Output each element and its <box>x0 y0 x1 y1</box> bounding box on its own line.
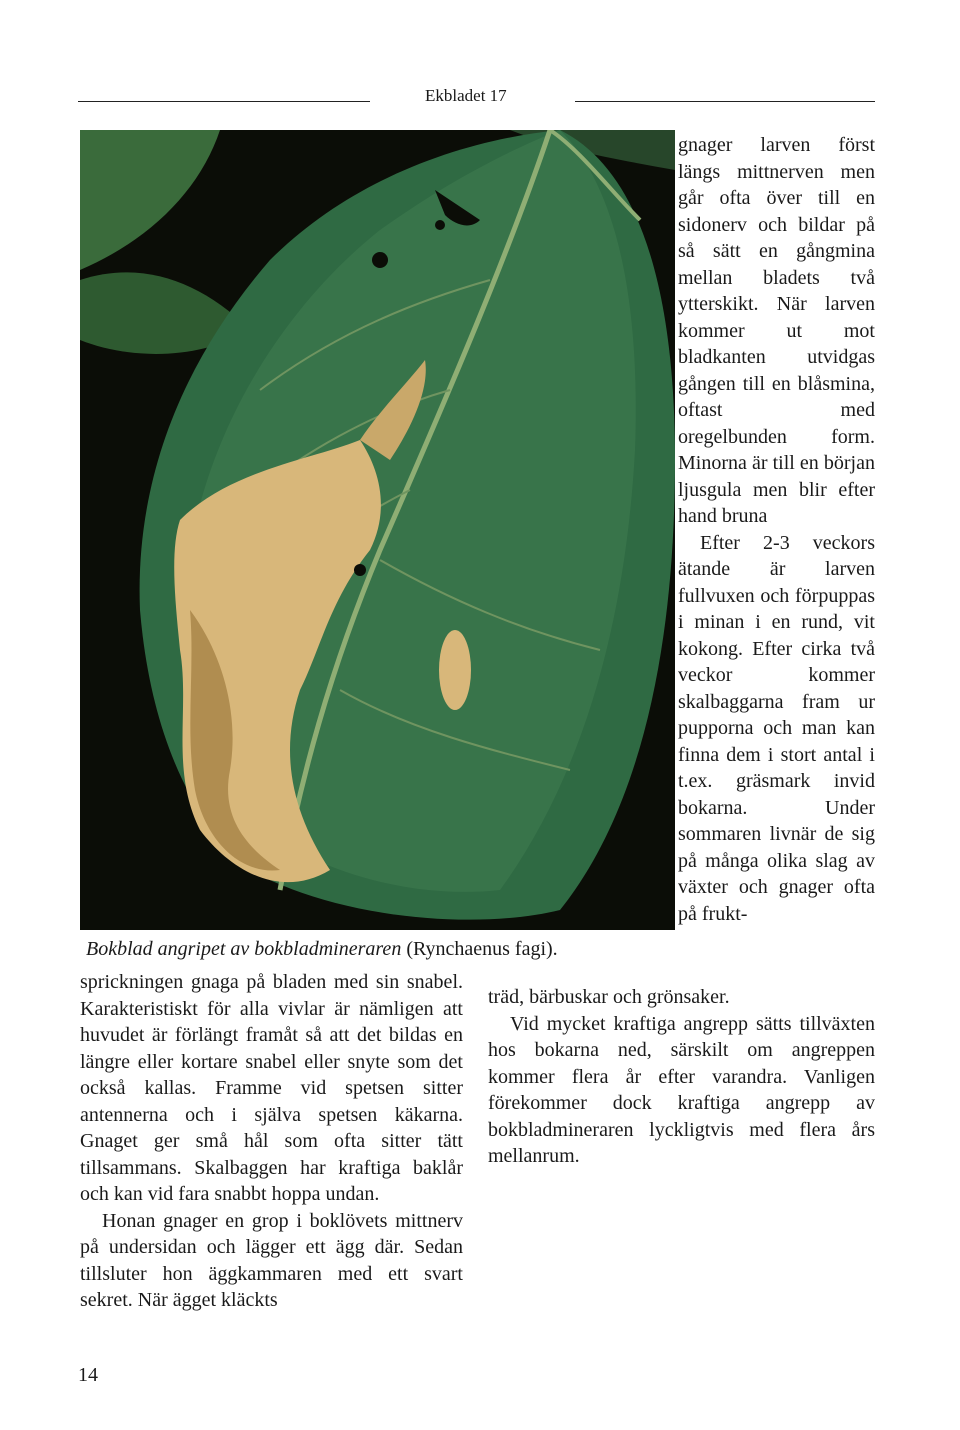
figure-caption <box>86 938 626 961</box>
running-head: Ekbladet 17 <box>425 86 507 105</box>
bottom-right-column <box>488 984 875 1170</box>
left-paragraph-1: sprickningen gnaga på bladen med sin snabel. Karakteristiskt för alla vivlar är nämligen att huvudet är förlängt framåt så att det bildas en längre eller kortare snabel eller snyte som det också kallas. Framme vid spetsen sitter antennerna och i själva spetsen käkarna. Gnaget ger små hål som ofta sitter tätt tillsammans. Skalbaggen har kraftiga baklår och kan vid fara snabbt hoppa undan. <box>80 971 463 1205</box>
right-column <box>678 132 875 927</box>
right-paragraph-2: Efter 2-3 veckors ätande är larven fullvuxen och förpuppas i minan i en rund, vit kokong. Efter cirka två veckor kommer skalbaggarna fram ur pupporna och man kan finna dem i stort antal i t.ex. gräsmark invid bokarna. Under sommaren livnär de sig på många olika slag av växter och gnager ofta på frukt- <box>678 531 875 925</box>
photo-leaf-mined-icon <box>80 130 675 930</box>
bottom-right-paragraph-1: träd, bärbuskar och grönsaker. <box>488 986 730 1008</box>
header-rule-right <box>575 101 875 102</box>
header-rule-left <box>78 101 370 102</box>
leaf-photo <box>80 130 675 930</box>
right-paragraph-1: gnager larven först längs mittnerven men går ofta över till en sidonerv och bildar på så sätt en gångmina mellan bladets två ytterskikt. När larven kommer ut mot bladkanten utvidgas gången till en blåsmina, oftast med oregelbunden form. Minorna är till en början ljusgula men blir efter hand bruna <box>678 134 875 527</box>
left-paragraph-2: Honan gnager en grop i boklövets mittnerv på undersidan och lägger ett ägg där. Sedan tillsluter hon äggkammaren med ett svart sekret. När ägget kläckts <box>80 1209 463 1311</box>
page-number: 14 <box>78 1364 98 1386</box>
bottom-right-paragraph-2: Vid mycket kraftiga angrepp sätts tillväxten hos bokarna ned, särskilt om angreppen kommer flera år efter varandra. Vanligen förekommer dock kraftiga angrepp av bokbladmineraren lyckligtvis med flera års mellanrum. <box>488 1012 875 1167</box>
caption-italic: Bokblad angripet av bokbladmineraren <box>86 938 402 960</box>
caption-plain: (Rynchaenus fagi). <box>401 938 558 960</box>
left-column <box>80 969 463 1314</box>
